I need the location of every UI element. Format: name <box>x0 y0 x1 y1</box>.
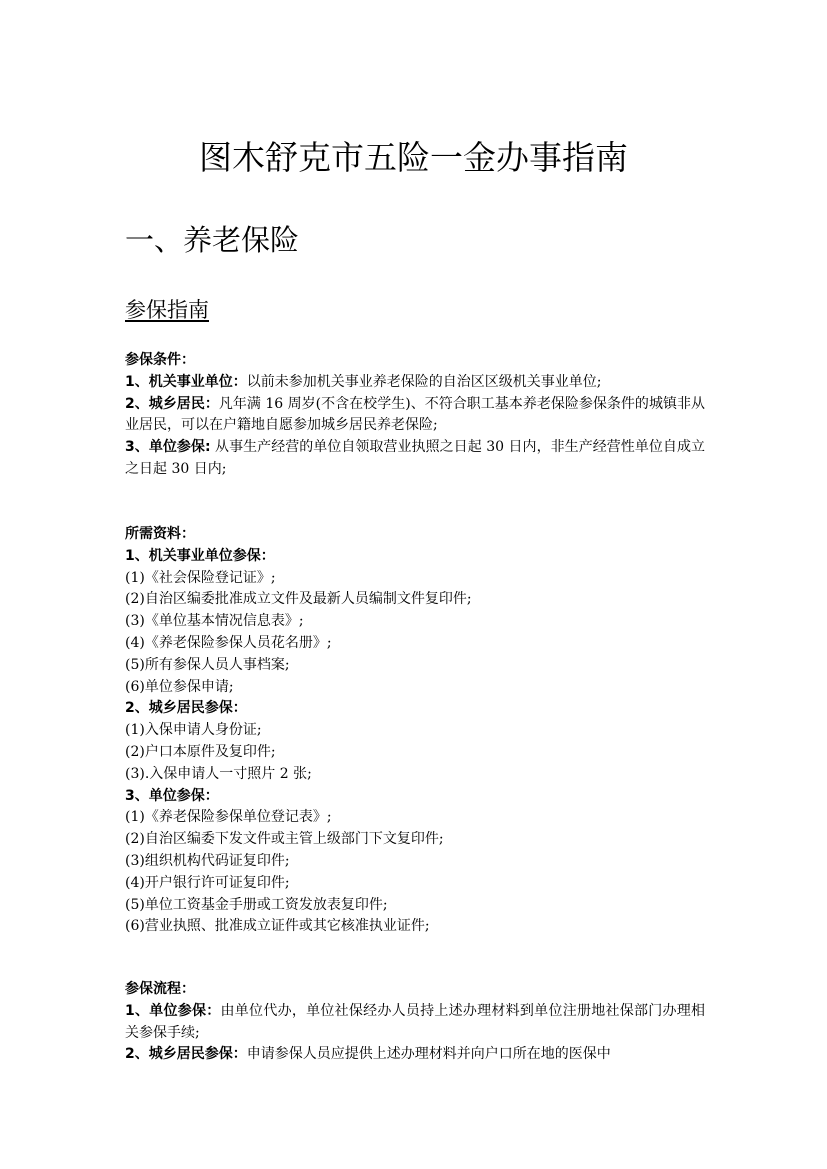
material-item: (4)《养老保险参保人员花名册》; <box>125 634 332 651</box>
materials-heading: 所需资料： <box>125 526 195 542</box>
section-heading: 一、养老保险 <box>125 223 300 257</box>
materials-group-label: 3、单位参保： <box>125 787 219 804</box>
process-heading: 参保流程： <box>125 981 195 997</box>
material-item: (5)单位工资基金手册或工资发放表复印件; <box>125 896 388 913</box>
condition-item: 3、单位参保: 从事生产经营的单位自领取营业执照之日起 30 日内，非生产经营性单位自成立之日起 30 日内; <box>125 439 705 477</box>
materials-section <box>125 524 705 938</box>
material-item: (1)入保申请人身份证; <box>125 722 262 739</box>
material-item: (6)单位参保申请; <box>125 678 234 695</box>
condition-item: 2、城乡居民：凡年满 16 周岁(不含在校学生)、不符合职工基本养老保险参保条件的城镇非从业居民，可以在户籍地自愿参加城乡居民养老保险; <box>125 395 705 434</box>
material-item: (3)组织机构代码证复印件; <box>125 852 290 869</box>
process-item: 2、城乡居民参保：申请参保人员应提供上述办理材料并向户口所在地的医保中 <box>125 1046 611 1063</box>
process-item: 1、单位参保：由单位代办，单位社保经办人员持上述办理材料到单位注册地社保部门办理相关参保手续; <box>125 1002 706 1041</box>
material-item: (4)开户银行许可证复印件; <box>125 874 290 891</box>
material-item: (1)《社会保险登记证》; <box>125 569 276 586</box>
material-item: (1)《养老保险参保单位登记表》; <box>125 809 332 826</box>
material-item: (5)所有参保人员人事档案; <box>125 656 290 673</box>
materials-group-label: 2、城乡居民参保： <box>125 700 247 717</box>
material-item: (2)自治区编委下发文件或主管上级部门下文复印件; <box>125 831 444 848</box>
material-item: (2)户口本原件及复印件; <box>125 743 276 760</box>
material-item: (3)《单位基本情况信息表》; <box>125 613 304 630</box>
materials-group-label: 1、机关事业单位参保： <box>125 547 275 564</box>
process-section <box>125 979 705 1066</box>
conditions-heading: 参保条件： <box>125 352 195 368</box>
document-title: 图木舒克市五险一金办事指南 <box>199 138 628 177</box>
material-item: (6)营业执照、批准成立证件或其它核准执业证件; <box>125 918 430 935</box>
condition-item: 1、机关事业单位：以前未参加机关事业养老保险的自治区区级机关事业单位; <box>125 373 602 390</box>
subsection-heading: 参保指南 <box>125 298 209 322</box>
conditions-section <box>125 350 705 481</box>
material-item: (2)自治区编委批准成立文件及最新人员编制文件复印件; <box>125 591 472 608</box>
material-item: (3).入保申请人一寸照片 2 张; <box>125 765 312 782</box>
